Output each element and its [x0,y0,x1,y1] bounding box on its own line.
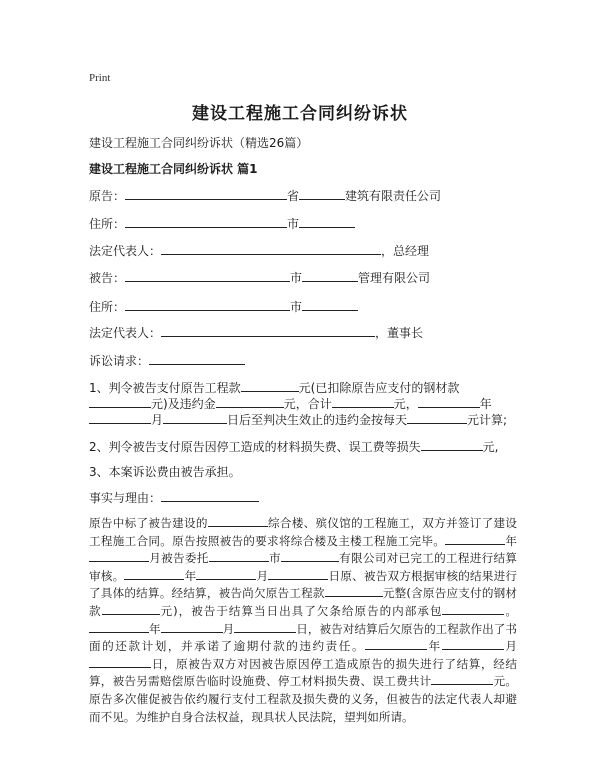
claim-3 [89,465,241,479]
blank [299,216,355,228]
facts-text: 元整(含原告应支付的钢材款 [89,586,517,618]
defendant-rep-row [89,325,423,340]
facts-paragraph [89,515,517,726]
facts-text: 日，被告对结算后欠原告的工程款作出了书面的还款计划，并承诺了逾期付款的违约责任。 [89,621,517,654]
facts-text: 日，原被告双方对因被告原因停工造成原告的损失进行了结算，经结算，被告另需赔偿原告临时设施费、停工材料损失费、误工费共计 [89,656,517,689]
facts-text: 年 [505,533,517,548]
facts-text: 元。原告多次催促被告依约履行支付工程款及损失费的义务，但被告的法定代表人却避而不见。为维护自身合法权益，现具状人民法院，望判如所请。 [89,674,517,724]
claim-1-text: 年 [479,397,492,411]
blank [421,439,483,451]
plaintiff-province: 省 [287,189,300,203]
blank [161,243,381,255]
claims-label-row [89,353,245,368]
claim-1-text: 元(已扣除原告应支付的钢材款 [298,381,460,395]
blank [149,353,245,365]
claim-2-text: 2、判令被告支付原告因停工造成的材料损失费、误工费等损失 [89,440,421,454]
blank [365,639,427,650]
claims-label: 诉讼请求： [89,354,150,368]
defendant-row [89,270,430,285]
claim-2 [89,439,498,454]
blank [209,551,269,562]
blank [442,604,504,615]
facts-text: 有限公司对已完工的工程进行结算审核。 [89,551,517,583]
facts-text: 月 [503,639,517,654]
blank [442,639,504,650]
defendant-company: 管理有限公司 [358,271,431,285]
facts-text: 年 [427,639,442,654]
claim-3-text: 3、本案诉讼费由被告承担。 [89,465,241,479]
blank [161,325,375,337]
blank [325,586,383,597]
blank [281,551,339,562]
claim-1-text: 元计算; [467,413,508,427]
plaintiff-rep-title: ，总经理 [381,244,430,258]
claim-1-line-3 [89,412,507,427]
blank [299,188,345,200]
blank [302,270,358,282]
blank [407,412,467,424]
plaintiff-address-row [89,216,355,231]
section-title: 建设工程施工合同纠纷诉状 篇1 [89,162,258,176]
facts-text: 年 [149,621,161,636]
blank [125,270,290,282]
facts-label: 事实与理由： [89,491,162,505]
blank [89,551,149,562]
claim-2-text: 元, [482,440,499,454]
blank [445,534,505,545]
facts-label-row [89,490,259,505]
blank [89,396,151,408]
defendant-address-row [89,299,358,314]
facts-text: 日原、被告双方根据审核的结果进行了具体的结算。经结算，被告尚欠原告工程款 [89,568,517,601]
blank [302,299,358,311]
blank [196,569,256,580]
document-title: 建设工程施工合同纠纷诉状 [192,104,408,124]
blank [163,412,227,424]
blank [241,380,299,392]
facts-text: 月被告委托 [149,551,209,566]
facts-text: 年 [184,568,197,583]
plaintiff-rep-row [89,243,429,258]
defendant-label: 被告： [89,271,126,285]
facts-text: 月 [222,621,235,636]
plaintiff-city: 市 [287,217,300,231]
blank [89,622,149,633]
plaintiff-row [89,188,441,203]
defendant-address-label: 住所： [89,300,126,314]
defendant-city: 市 [290,271,303,285]
claim-1-text: 1、判令被告支付原告工程款 [89,381,241,395]
defendant-address-city: 市 [290,300,303,314]
plaintiff-label: 原告： [89,189,126,203]
blank [125,188,287,200]
blank [161,490,259,502]
defendant-rep-title: ，董事长 [375,326,424,340]
blank [332,396,394,408]
facts-text: 。 [504,603,517,618]
claim-1-line-1 [89,380,459,395]
blank [216,396,284,408]
claim-1-line-2 [89,396,492,411]
claim-1-text: 日后至判决生效止的违约金按每天 [227,413,408,427]
facts-text: 元)，被告于结算当日出具了欠条给原告的内部承包 [159,603,443,618]
plaintiff-address-label: 住所： [89,217,126,231]
blank [89,412,151,424]
claim-1-text: 元，合计 [283,397,332,411]
defendant-rep-label: 法定代表人： [89,326,162,340]
plaintiff-rep-label: 法定代表人： [89,244,162,258]
plaintiff-company: 建筑有限责任公司 [345,189,442,203]
facts-text: 月 [256,568,269,583]
document-subtitle: 建设工程施工合同纠纷诉状（精选26篇） [89,136,309,150]
claim-1-text: 元， [393,397,418,411]
blank [89,657,151,668]
blank [268,569,328,580]
facts-text: 原告中标了被告建设的 [89,516,208,530]
blank [161,622,223,633]
claim-1-text: 月 [151,413,164,427]
blank [125,216,287,228]
blank [208,516,268,527]
blank [125,299,290,311]
blank [102,604,160,615]
blank [234,622,296,633]
claim-1-text: 元)及违约金 [151,397,216,411]
blank [418,396,480,408]
facts-text: 综合楼、殡仪馆的工程施工，双方并签订了建设工程施工合同。原告按照被告的要求将综合楼及主楼工程施工完毕。 [89,516,517,548]
blank [431,674,493,685]
blank [124,569,184,580]
facts-text: 市 [268,551,281,566]
print-label: Print [89,72,111,84]
